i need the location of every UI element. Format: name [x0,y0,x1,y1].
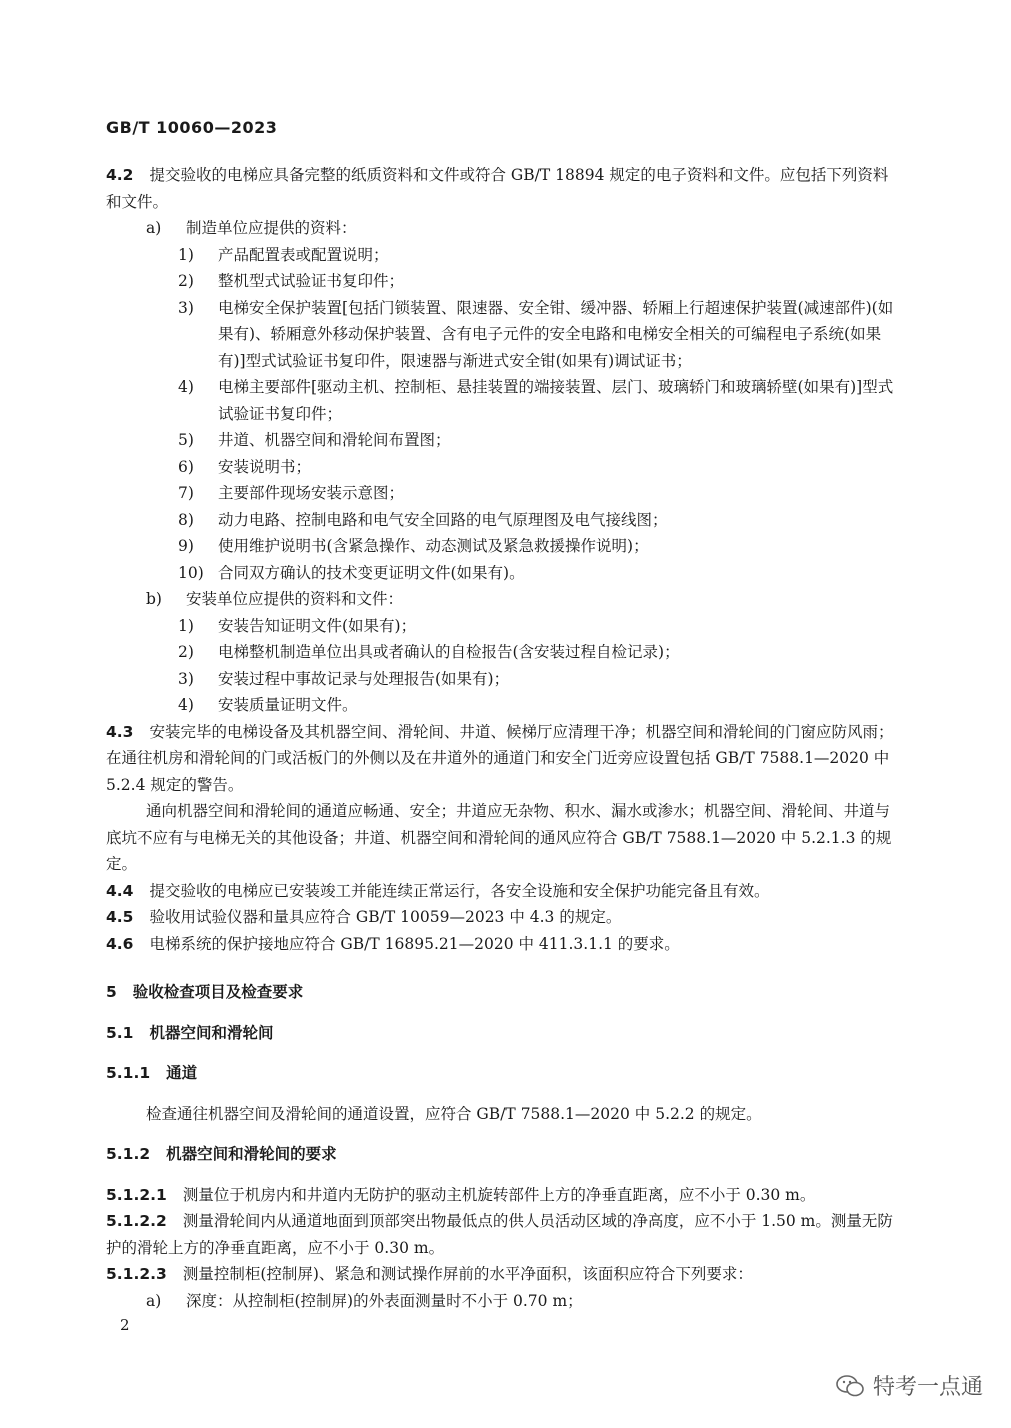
list-number: 9) [178,537,194,555]
clause-number: 5.1.2.1 [106,1185,167,1204]
list-subitem [106,533,896,560]
clause-4-4 [106,878,896,905]
list-text: 电梯安全保护装置[包括门锁装置、限速器、安全钳、缓冲器、轿厢上行超速保护装置(减速部件)(如果有)、轿厢意外移动保护装置、含有电子元件的安全电路和电梯安全相关的可编程电子系统(如果有)]型式试验证书复印件，限速器与渐进式安全钳(如果有)调试证书； [218,298,894,370]
list-item-b [106,586,896,613]
list-text: 产品配置表或配置说明； [218,245,389,264]
clause-number: 5.1.2.2 [106,1212,167,1230]
list-text: 电梯整机制造单位出具或者确认的自检报告(含安装过程自检记录)； [218,643,680,661]
list-subitem [106,295,896,375]
list-subitem [106,480,896,507]
list-subitem [106,374,896,427]
list-text: 安装质量证明文件。 [218,696,358,714]
list-text: 安装单位应提供的资料和文件： [186,590,404,608]
list-text: 安装过程中事故记录与处理报告(如果有)； [218,669,510,688]
section-title: 机器空间和滑轮间 [149,1023,274,1042]
list-text: 安装说明书； [218,457,312,476]
clause-text: 测量滑轮间内从通道地面到顶部突出物最低点的供人员活动区域的净高度，应不小于 1.50 m。测量无防护的滑轮上方的净垂直距离，应不小于 0.30 m。 [106,1212,893,1257]
section-5-1-1-heading [106,1060,896,1087]
section-number: 5 [106,983,117,1001]
clause-number: 5.1.2.3 [106,1265,167,1283]
document-body [106,162,896,1314]
list-text: 使用维护说明书(含紧急操作、动态测试及紧急救援操作说明)； [218,537,649,555]
list-item-a [106,215,896,242]
list-subitem [106,560,896,587]
section-5-1-2-heading [106,1141,896,1168]
clause-number: 4.6 [106,934,134,953]
section-number: 5.1 [106,1023,134,1042]
section-number: 5.1.1 [106,1064,151,1082]
clause-text: 提交验收的电梯应已安装竣工并能连续正常运行，各安全设施和安全保护功能完备且有效。 [149,881,770,900]
list-subitem [106,454,896,481]
clause-text: 提交验收的电梯应具备完整的纸质资料和文件或符合 GB/T 18894 规定的电子资料和文件。应包括下列资料和文件。 [106,166,889,211]
section-number: 5.1.2 [106,1145,151,1163]
list-subitem [106,692,896,719]
clause-4-2 [106,162,896,215]
list-number: 1) [178,616,194,635]
list-number: 8) [178,510,194,529]
clause-text: 安装完毕的电梯设备及其机器空间、滑轮间、井道、候梯厅应清理干净；机器空间和滑轮间的门窗应防风雨；在通往机房和滑轮间的门或活板门的外侧以及在井道外的通道门和安全门近旁应设置包括 GB/T 7588.1—2020 中 5.2.4 规定的警告。 [106,722,894,794]
list-label: b) [146,590,162,608]
list-text: 井道、机器空间和滑轮间布置图； [218,431,451,449]
list-text: 电梯主要部件[驱动主机、控制柜、悬挂装置的端接装置、层门、玻璃轿门和玻璃轿壁(如果有)]型式试验证书复印件； [218,378,894,423]
list-number: 3) [178,298,194,317]
list-number: 2) [178,643,194,661]
clause-4-3 [106,719,896,799]
list-number: 6) [178,457,194,476]
clause-5-1-2-2 [106,1208,896,1261]
section-5-heading [106,979,896,1006]
clause-number: 4.2 [106,166,134,184]
list-subitem [106,639,896,666]
list-number: 10) [178,563,204,582]
list-number: 1) [178,245,194,264]
clause-4-3-paragraph-2: 通向机器空间和滑轮间的通道应畅通、安全；井道应无杂物、积水、漏水或渗水；机器空间、滑轮间、井道与底坑不应有与电梯无关的其他设备；井道、机器空间和滑轮间的通风应符合 GB/T 7588.1—2020 中 5.2.1.3 的规定。 [106,802,892,873]
list-subitem [106,268,896,295]
clause-5-1-2-1 [106,1182,896,1209]
standard-code-header: GB/T 10060—2023 [106,118,278,137]
list-label: a) [146,219,162,237]
list-number: 4) [178,696,194,714]
clause-number: 4.5 [106,908,134,926]
list-label: a) [146,1291,162,1310]
list-number: 5) [178,431,194,449]
section-title: 机器空间和滑轮间的要求 [166,1145,337,1163]
list-text: 合同双方确认的技术变更证明文件(如果有)。 [218,563,525,582]
clause-number: 4.3 [106,722,134,741]
chat-bubble-icon [835,1373,865,1399]
page-number: 2 [120,1316,130,1334]
watermark-text: 特考一点通 [872,1375,983,1400]
list-text: 主要部件现场安装示意图； [218,484,405,502]
section-5-1-heading [106,1020,896,1047]
list-subitem [106,507,896,534]
clause-text: 测量位于机房内和井道内无防护的驱动主机旋转部件上方的净垂直距离，应不小于 0.30 m。 [182,1185,816,1204]
clause-5-1-2-3 [106,1261,896,1288]
section-title: 验收检查项目及检查要求 [132,983,304,1001]
watermark [835,1370,983,1401]
clause-text: 电梯系统的保护接地应符合 GB/T 16895.21—2020 中 411.3.1.1 的要求。 [149,934,680,953]
list-item-a [106,1288,896,1315]
clause-text: 验收用试验仪器和量具应符合 GB/T 10059—2023 中 4.3 的规定。 [149,908,622,926]
list-text: 制造单位应提供的资料： [186,219,357,237]
list-subitem [106,613,896,640]
list-text: 安装告知证明文件(如果有)； [218,616,417,635]
list-text: 动力电路、控制电路和电气安全回路的电气原理图及电气接线图； [218,510,668,529]
clause-number: 4.4 [106,881,134,900]
clause-4-5 [106,904,896,931]
list-subitem [106,242,896,269]
clause-4-6 [106,931,896,958]
clause-text: 测量控制柜(控制屏)、紧急和测试操作屏前的水平净面积，该面积应符合下列要求： [182,1265,753,1283]
list-number: 4) [178,378,194,396]
list-text: 深度：从控制柜(控制屏)的外表面测量时不小于 0.70 m； [186,1291,583,1310]
list-number: 7) [178,484,194,502]
list-subitem [106,427,896,454]
list-number: 2) [178,272,194,290]
list-subitem [106,666,896,693]
list-number: 3) [178,669,194,688]
section-title: 通道 [166,1064,198,1082]
clause-5-1-1-text: 检查通往机器空间及滑轮间的通道设置，应符合 GB/T 7588.1—2020 中 5.2.2 的规定。 [146,1104,762,1123]
list-text: 整机型式试验证书复印件； [218,272,405,290]
